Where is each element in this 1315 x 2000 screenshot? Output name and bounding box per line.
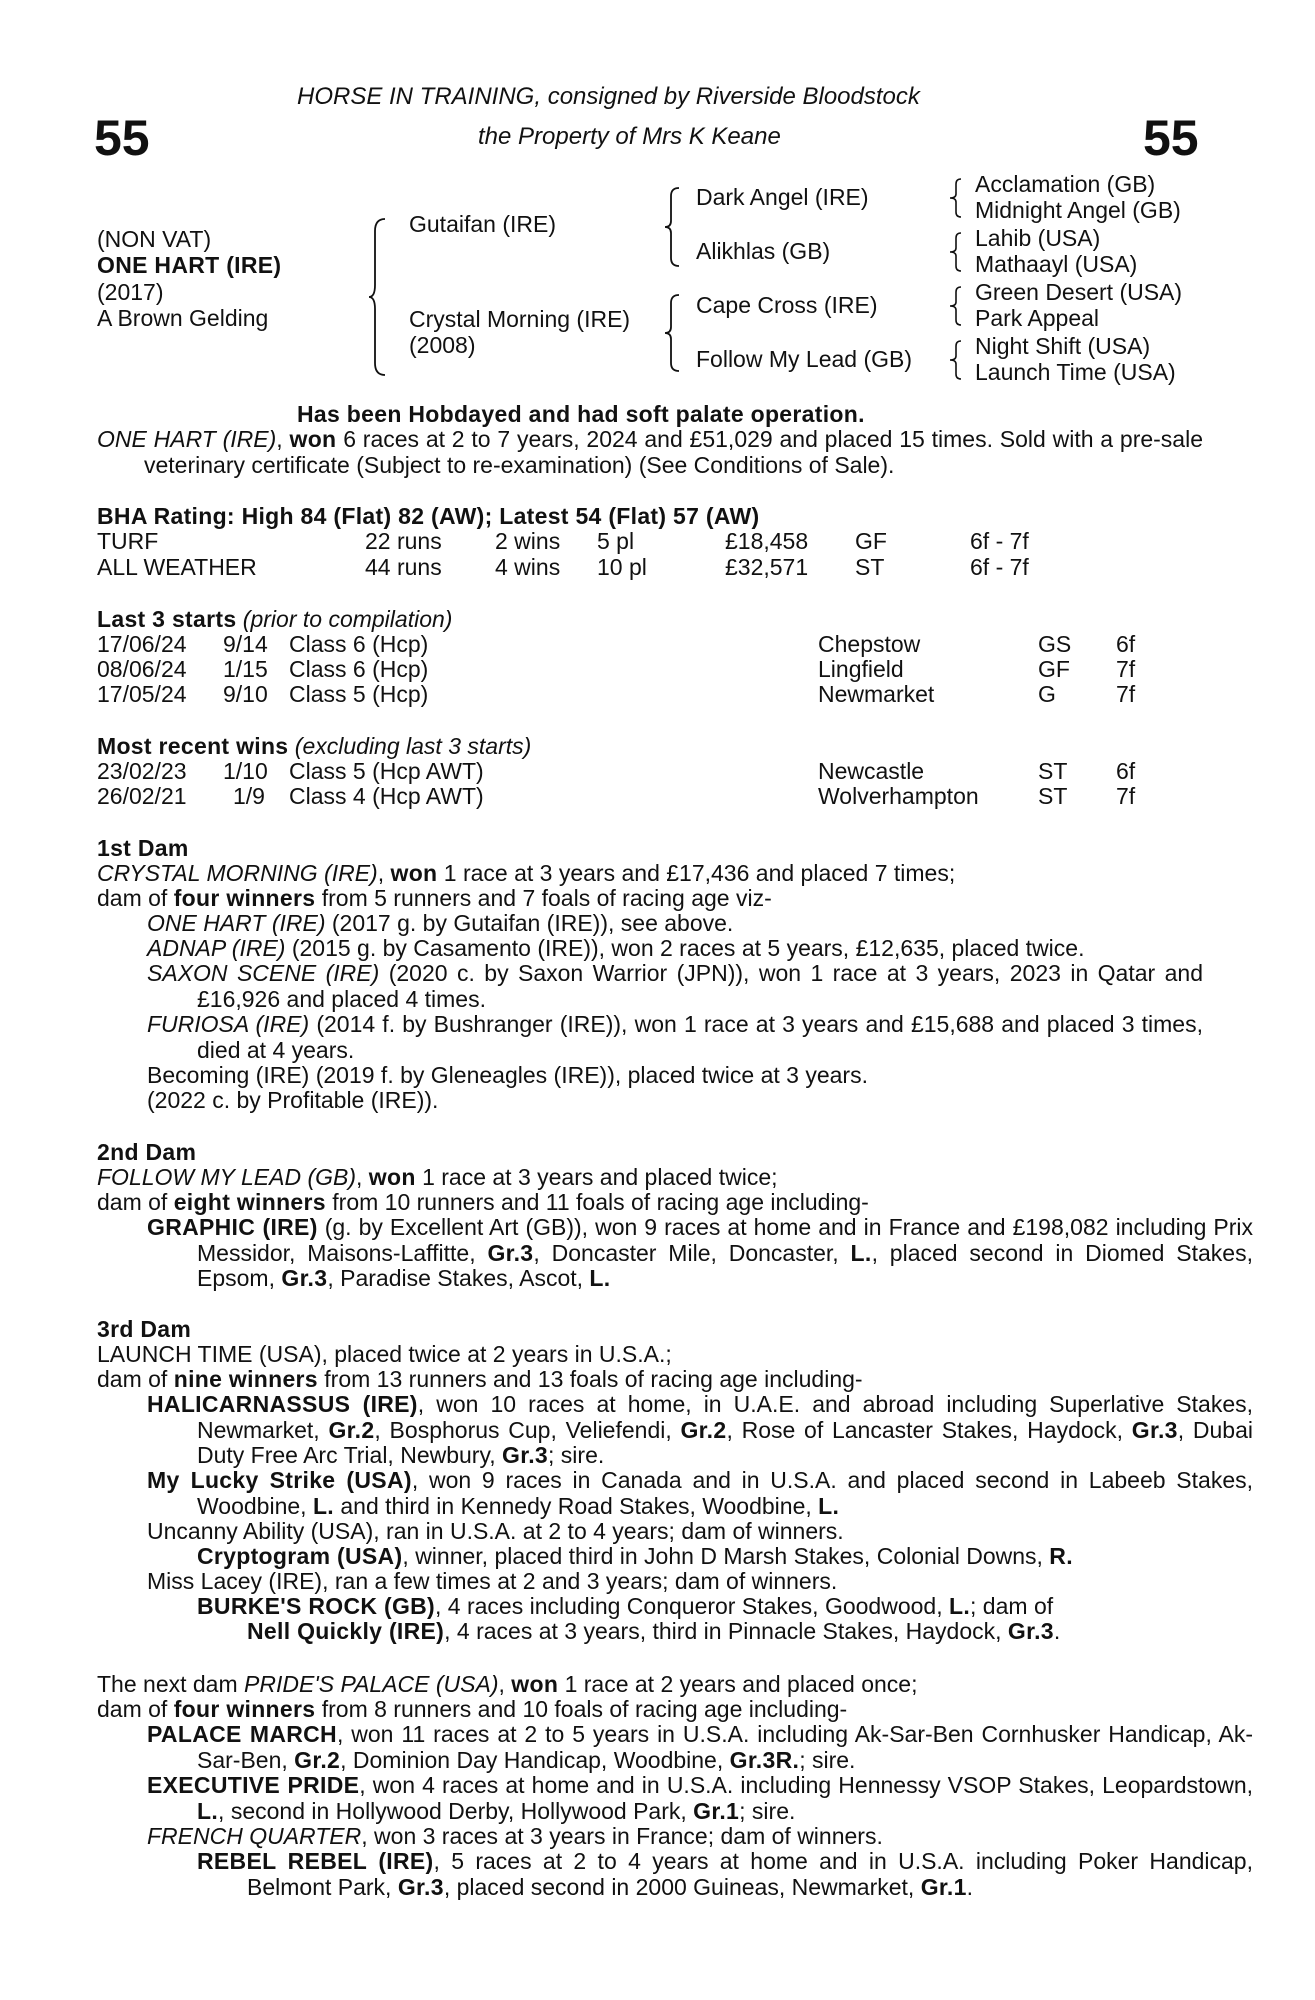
pedigree-brace-g3-4 <box>950 339 964 381</box>
gen3-ancestor: Acclamation (GB) <box>975 171 1156 197</box>
start-position: 9/10 <box>223 681 268 707</box>
summary-text: 6 races at 2 to 7 years, 2024 and £51,029 and placed 15 times. Sold with a pre-sale veterinary certificate (Subject to re-examination) (See Conditions of Sale). <box>144 426 1203 478</box>
gen3-ancestor: Park Appeal <box>975 305 1100 331</box>
last3-heading: Last 3 starts (prior to compilation) <box>97 606 453 632</box>
sire-name: Gutaifan (IRE) <box>409 211 556 237</box>
dam2-line1: FOLLOW MY LEAD (GB), won 1 race at 3 years and placed twice; <box>97 1164 778 1190</box>
rating-heading: BHA Rating: High 84 (Flat) 82 (AW); Latest 54 (Flat) 57 (AW) <box>97 503 760 529</box>
sire-dam-name: Alikhlas (GB) <box>696 238 831 264</box>
nextdam-progeny: FRENCH QUARTER, won 3 races at 3 years in France; dam of winners. <box>147 1823 883 1849</box>
dam3-progeny: HALICARNASSUS (IRE), won 10 races at home, in U.A.E. and abroad including Superlative Stakes, Newmarket, Gr.2, Bosphorus Cup, Veliefendi, Gr.2, Rose of Lancaster Stakes, Haydock, Gr.3, Dubai Duty Free Arc Trial, Newbury, Gr.3; sire. <box>147 1391 1254 1468</box>
gen3-ancestor: Lahib (USA) <box>975 225 1101 251</box>
lot-number-right: 55 <box>1143 110 1199 166</box>
rating-prize: £18,458 <box>725 528 809 554</box>
rating-runs: 44 runs <box>365 554 442 580</box>
win-date: 23/02/23 <box>97 758 187 784</box>
horse-summary: ONE HART (IRE), won 6 races at 2 to 7 years, 2024 and £51,029 and placed 15 times. Sold with a pre-sale veterinary certificate (Subject to re-examination) (See Conditions of Sale). <box>97 426 1203 478</box>
gen3-ancestor: Midnight Angel (GB) <box>975 197 1181 223</box>
rating-wins: 2 wins <box>495 528 561 554</box>
dam3-line1: LAUNCH TIME (USA), placed twice at 2 years in U.S.A.; <box>97 1341 672 1367</box>
rating-row-all-weather <box>97 555 1207 580</box>
last3-row <box>97 632 1207 657</box>
dam2-progeny: GRAPHIC (IRE) (g. by Excellent Art (GB)), won 9 races at home and in France and £198,082 including Prix Messidor, Maisons-Laffitte, Gr.3, Doncaster Mile, Doncaster, L., placed second in Diomed Stakes, Epsom, Gr.3, Paradise Stakes, Ascot, L. <box>147 1214 1254 1291</box>
recent-win-row <box>97 759 1207 784</box>
gen3-ancestor: Night Shift (USA) <box>975 333 1151 359</box>
nextdam-progeny: PALACE MARCH, won 11 races at 2 to 5 years in U.S.A. including Ak-Sar-Ben Cornhusker Handicap, Ak-Sar-Ben, Gr.2, Dominion Day Handicap, Woodbine, Gr.3R.; sire. <box>147 1721 1253 1773</box>
sire-sire-name: Dark Angel (IRE) <box>696 184 869 210</box>
start-distance: 6f <box>1116 631 1136 657</box>
start-date: 08/06/24 <box>97 656 187 682</box>
pedigree-brace-sire <box>665 186 683 268</box>
dam1-heading: 1st Dam <box>97 835 189 861</box>
dam2-line2: dam of eight winners from 10 runners and 11 foals of racing age including- <box>97 1189 869 1215</box>
dam-sire-name: Cape Cross (IRE) <box>696 292 878 318</box>
pedigree-brace-main <box>369 217 389 377</box>
start-course: Newmarket <box>818 681 935 707</box>
start-class: Class 6 (Hcp) <box>289 631 429 657</box>
start-position: 9/14 <box>223 631 268 657</box>
win-course: Wolverhampton <box>818 783 979 809</box>
rating-placed: 10 pl <box>597 554 647 580</box>
win-going: ST <box>1038 783 1068 809</box>
start-course: Chepstow <box>818 631 921 657</box>
last3-row <box>97 682 1207 707</box>
gen3-ancestor: Green Desert (USA) <box>975 279 1183 305</box>
lot-number-left: 55 <box>94 110 150 166</box>
summary-won: won <box>289 426 337 452</box>
dam1-line1: CRYSTAL MORNING (IRE), won 1 race at 3 years and £17,436 and placed 7 times; <box>97 860 956 886</box>
rating-row-turf <box>97 529 1207 554</box>
win-position: 1/9 <box>233 783 265 809</box>
horse-name: ONE HART (IRE) <box>97 252 282 278</box>
dam1-progeny: ADNAP (IRE) (2015 g. by Casamento (IRE)), won 2 races at 5 years, £12,635, placed twice. <box>147 935 1085 961</box>
dam1-progeny: FURIOSA (IRE) (2014 f. by Bushranger (IRE)), won 1 race at 3 years and £15,688 and placed 3 times, died at 4 years. <box>147 1011 1203 1063</box>
rating-distance: 6f - 7f <box>970 554 1029 580</box>
dam2-heading: 2nd Dam <box>97 1139 197 1165</box>
rating-going: GF <box>855 528 887 554</box>
start-going: GS <box>1038 631 1072 657</box>
dam-name: Crystal Morning (IRE) <box>409 306 631 332</box>
veterinary-note: Has been Hobdayed and had soft palate operation. <box>297 401 865 427</box>
horse-vat: (NON VAT) <box>97 226 212 252</box>
win-course: Newcastle <box>818 758 925 784</box>
header-consignor: HORSE IN TRAINING, consigned by Riverside Bloodstock <box>297 83 920 110</box>
dam3-line2: dam of nine winners from 13 runners and 13 foals of racing age including- <box>97 1366 863 1392</box>
pedigree-brace-g3-3 <box>950 285 964 327</box>
pedigree-brace-g3-2 <box>950 231 964 273</box>
nextdam-line2: dam of four winners from 8 runners and 10 foals of racing age including- <box>97 1696 848 1722</box>
dam3-progeny: Uncanny Ability (USA), ran in U.S.A. at 2 to 4 years; dam of winners. <box>147 1518 844 1544</box>
last3-row <box>97 657 1207 682</box>
win-position: 1/10 <box>223 758 268 784</box>
start-date: 17/05/24 <box>97 681 187 707</box>
horse-year: (2017) <box>97 279 164 305</box>
start-distance: 7f <box>1116 681 1136 707</box>
start-class: Class 6 (Hcp) <box>289 656 429 682</box>
dam1-progeny: Becoming (IRE) (2019 f. by Gleneagles (IRE)), placed twice at 3 years. <box>147 1062 868 1088</box>
dam3-progeny: Miss Lacey (IRE), ran a few times at 2 and 3 years; dam of winners. <box>147 1568 838 1594</box>
nextdam-grandprogeny: REBEL REBEL (IRE), 5 races at 2 to 4 years at home and in U.S.A. including Poker Handicap, Belmont Park, Gr.3, placed second in 2000 Guineas, Newmarket, Gr.1. <box>197 1848 1253 1900</box>
start-course: Lingfield <box>818 656 904 682</box>
nextdam-line1: The next dam PRIDE'S PALACE (USA), won 1 race at 2 years and placed once; <box>97 1671 918 1697</box>
horse-description: A Brown Gelding <box>97 305 269 331</box>
win-going: ST <box>1038 758 1068 784</box>
start-distance: 7f <box>1116 656 1136 682</box>
pedigree-brace-g3-1 <box>950 177 964 219</box>
dam3-grandprogeny: BURKE'S ROCK (GB), 4 races including Conqueror Stakes, Goodwood, L.; dam of <box>197 1593 1054 1619</box>
win-distance: 6f <box>1116 758 1136 784</box>
rating-prize: £32,571 <box>725 554 809 580</box>
dam1-progeny: ONE HART (IRE) (2017 g. by Gutaifan (IRE)), see above. <box>147 910 734 936</box>
pedigree-brace-dam <box>665 293 683 373</box>
dam-dam-name: Follow My Lead (GB) <box>696 346 913 372</box>
recent-wins-heading: Most recent wins (excluding last 3 starts) <box>97 733 532 759</box>
nextdam-progeny: EXECUTIVE PRIDE, won 4 races at home and in U.S.A. including Hennessy VSOP Stakes, Leopardstown, L., second in Hollywood Derby, Hollywood Park, Gr.1; sire. <box>147 1772 1253 1824</box>
rating-placed: 5 pl <box>597 528 635 554</box>
start-position: 1/15 <box>223 656 268 682</box>
rating-surface: ALL WEATHER <box>97 554 257 580</box>
rating-wins: 4 wins <box>495 554 561 580</box>
dam3-progeny: My Lucky Strike (USA), won 9 races in Canada and in U.S.A. and placed second in Labeeb Stakes, Woodbine, L. and third in Kennedy Road Stakes, Woodbine, L. <box>147 1467 1253 1519</box>
gen3-ancestor: Mathaayl (USA) <box>975 251 1138 277</box>
dam1-progeny: SAXON SCENE (IRE) (2020 c. by Saxon Warrior (JPN)), won 1 race at 3 years, 2023 in Qatar and £16,926 and placed 4 times. <box>147 960 1203 1012</box>
rating-going: ST <box>855 554 885 580</box>
dam3-grandprogeny: Cryptogram (USA), winner, placed third in John D Marsh Stakes, Colonial Downs, R. <box>197 1543 1073 1569</box>
header-owner: the Property of Mrs K Keane <box>478 123 781 150</box>
win-date: 26/02/21 <box>97 783 187 809</box>
start-going: GF <box>1038 656 1070 682</box>
start-going: G <box>1038 681 1056 707</box>
dam-year: (2008) <box>409 332 476 358</box>
recent-win-row <box>97 784 1207 809</box>
dam3-heading: 3rd Dam <box>97 1316 192 1342</box>
gen3-ancestor: Launch Time (USA) <box>975 359 1176 385</box>
dam3-great-grandprogeny: Nell Quickly (IRE), 4 races at 3 years, third in Pinnacle Stakes, Haydock, Gr.3. <box>247 1618 1061 1644</box>
rating-distance: 6f - 7f <box>970 528 1029 554</box>
win-class: Class 4 (Hcp AWT) <box>289 783 484 809</box>
win-class: Class 5 (Hcp AWT) <box>289 758 484 784</box>
rating-runs: 22 runs <box>365 528 442 554</box>
summary-name: ONE HART (IRE) <box>97 426 277 452</box>
start-date: 17/06/24 <box>97 631 187 657</box>
dam1-line2: dam of four winners from 5 runners and 7 foals of racing age viz- <box>97 885 772 911</box>
start-class: Class 5 (Hcp) <box>289 681 429 707</box>
rating-surface: TURF <box>97 528 159 554</box>
dam1-progeny: (2022 c. by Profitable (IRE)). <box>147 1087 439 1113</box>
win-distance: 7f <box>1116 783 1136 809</box>
